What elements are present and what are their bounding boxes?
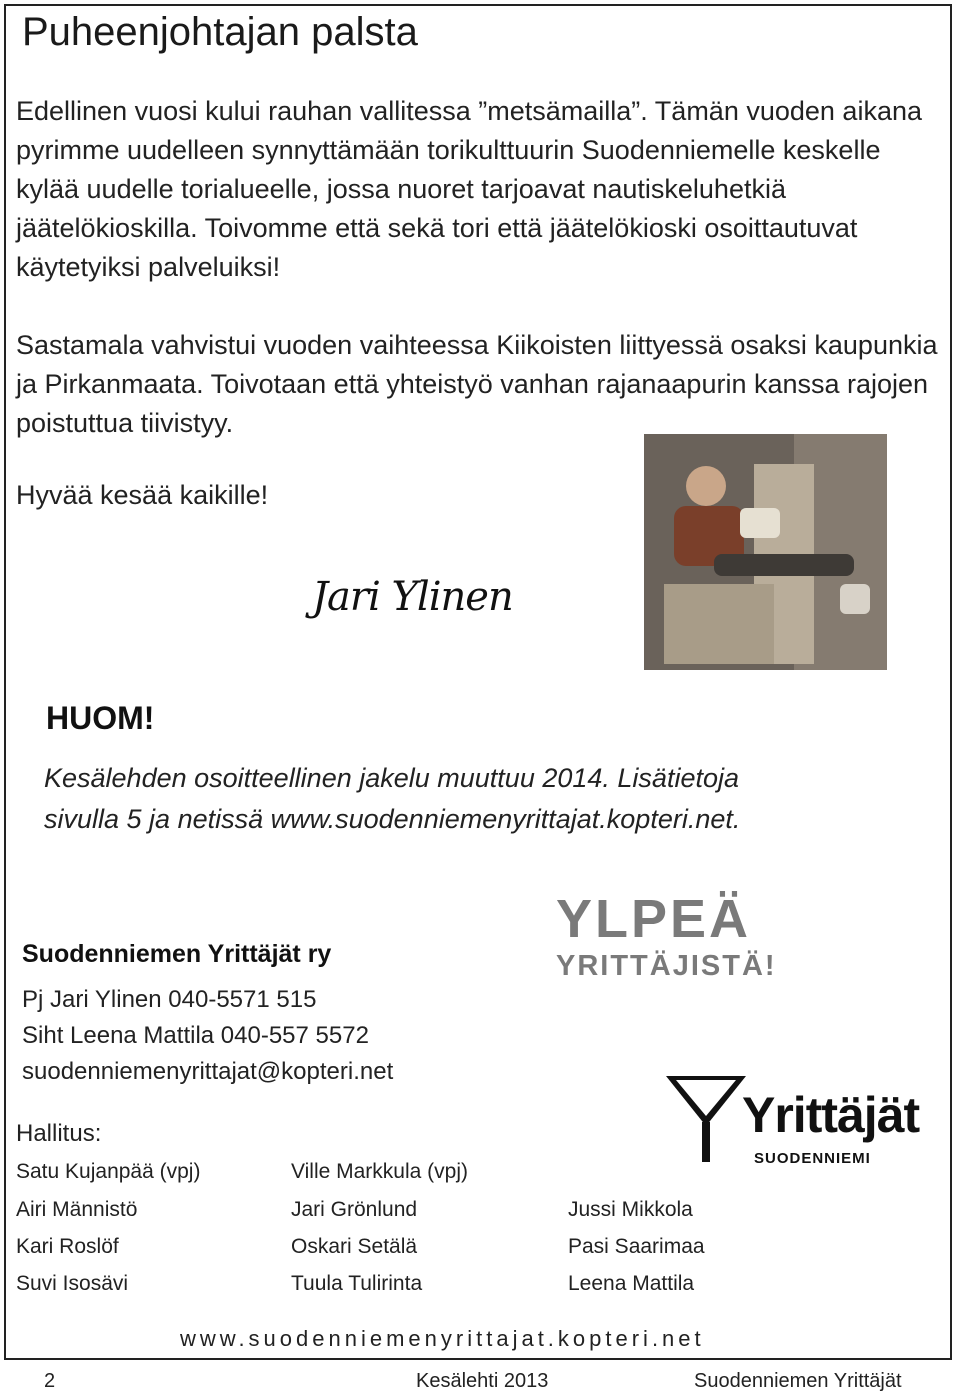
- board-member: Oskari Setälä: [291, 1235, 418, 1258]
- board-member: Leena Mattila: [568, 1272, 695, 1295]
- paragraph-2: Sastamala vahvistui vuoden vaihteessa Kiikoisten liittyessä osaksi kaupunkia ja Pirkanmaata. Toivotaan että yhteistyö vanhan rajanaapurin kanssa rajojen poistuttua tiivistyy.: [16, 330, 938, 438]
- greeting: Hyvää kesää kaikille!: [16, 480, 269, 510]
- board-member: Satu Kujanpää (vpj): [16, 1160, 201, 1183]
- man-on-bench-photo: [644, 434, 887, 670]
- logo-text-ylpea: YLPEÄ: [556, 889, 752, 949]
- logo-text-suodenniemi: SUODENNIEMI: [754, 1150, 871, 1167]
- organization-name: Suodenniemen Yrittäjät ry: [22, 940, 332, 968]
- email-link[interactable]: suodenniemenyrittajat@kopteri.net: [22, 1058, 394, 1085]
- yrittajat-suodenniemi-logo: [666, 1076, 920, 1171]
- photo-illustration: [644, 434, 887, 670]
- notice-heading: HUOM!: [46, 700, 155, 736]
- board-member: Tuula Tulirinta: [291, 1272, 423, 1295]
- notice-text: Kesälehden osoitteellinen jakelu muuttuu 2014. Lisätietoja sivulla 5 ja netissä www.suodenniemenyrittajat.kopteri.net.: [44, 763, 741, 834]
- logo-text-yrittajista: YRITTÄJISTÄ!: [556, 950, 777, 982]
- publisher-name: Suodenniemen Yrittäjät: [694, 1370, 902, 1392]
- board-member: Airi Männistö: [16, 1198, 138, 1221]
- signature: Jari Ylinen: [312, 574, 513, 620]
- publication-name: Kesälehti 2013: [416, 1370, 549, 1392]
- page-title: Puheenjohtajan palsta: [22, 10, 418, 54]
- logo-text-yrittajat: Yrittäjät: [742, 1087, 920, 1143]
- yrittajat-emblem-icon: [666, 1076, 746, 1166]
- board-member: Jari Grönlund: [291, 1198, 418, 1221]
- board-member: Kari Roslöf: [16, 1235, 119, 1258]
- ylpea-yrittajista-logo: [556, 889, 777, 983]
- paragraph-1: Edellinen vuosi kului rauhan vallitessa ”metsämailla”. Tämän vuoden aikana pyrimme uudelleen synnyttämään torikulttuurin Suodenniemelle keskelle kylää uudelle torialueelle, jossa nuoret tarjoavat nautiskeluhetkiä jäätelökioskilla. Toivomme että sekä tori että jäätelökioski osoittautuvat käytetyiksi palveluiksi!: [16, 96, 922, 282]
- page-number: 2: [44, 1370, 56, 1392]
- board-member: Jussi Mikkola: [568, 1198, 693, 1221]
- board-heading: Hallitus:: [16, 1120, 102, 1147]
- board-member: Suvi Isosävi: [16, 1272, 129, 1295]
- chair-contact: Pj Jari Ylinen 040-5571 515: [22, 986, 317, 1013]
- board-member: Pasi Saarimaa: [568, 1235, 705, 1258]
- board-member: Ville Markkula (vpj): [291, 1160, 468, 1183]
- secretary-contact: Siht Leena Mattila 040-557 5572: [22, 1022, 369, 1049]
- website-link[interactable]: www.suodenniemenyrittajat.kopteri.net: [180, 1326, 705, 1351]
